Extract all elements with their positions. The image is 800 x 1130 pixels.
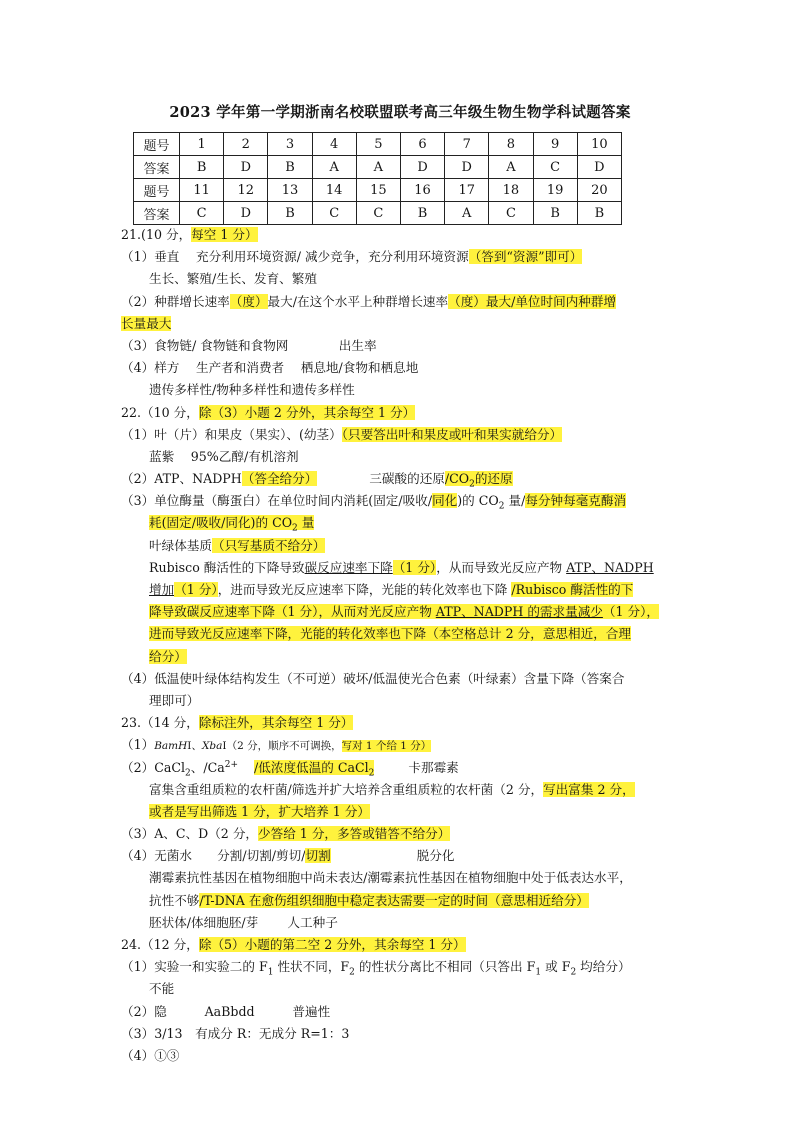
- answer-table-cell: D: [224, 156, 268, 179]
- q23-line: 潮霉素抗性基因在植物细胞中尚未表达/潮霉素抗性基因在植物细胞中处于低表达水平，: [149, 870, 632, 886]
- answer-table-cell: A: [489, 156, 533, 179]
- q23-line: （1）BamHⅠ、XbaⅠ（2 分，顺序不可调换，写对 1 个给 1 分）: [121, 737, 432, 753]
- answer-table-row: [134, 133, 622, 156]
- answer-table-row-label: 题号: [134, 133, 180, 156]
- q21-heading: 21.(10 分，每空 1 分）: [121, 227, 258, 242]
- q22-line: Rubisco 酶活性的下降导致碳反应速率下降（1 分），从而导致光反应产物 ATP、NADPH: [149, 559, 654, 575]
- answer-table: [133, 132, 622, 225]
- answer-table-cell: D: [445, 156, 489, 179]
- answer-table-cell: 20: [577, 179, 621, 202]
- q24-line: （4）①③: [121, 1047, 180, 1063]
- answer-content: [121, 224, 686, 1067]
- answer-table-cell: C: [356, 202, 400, 225]
- q21-line: 长量最大: [121, 315, 172, 331]
- q21-line: 遗传多样性/物种多样性和遗传多样性: [149, 382, 355, 398]
- q22-line: 降导致碳反应速率下降（1 分），从而对光反应产物 ATP、NADPH 的需求量减少（1 分），: [149, 604, 659, 620]
- q21-line: （3）食物链/ 食物链和食物网 出生率: [121, 337, 377, 353]
- answer-table-cell: 10: [577, 133, 621, 156]
- answer-table-row: [134, 179, 622, 202]
- q24-heading: 24.（12 分，除（5）小题的第二空 2 分外，其余每空 1 分）: [121, 937, 466, 952]
- q24-line: （2）隐 AaBbdd 普遍性: [121, 1003, 331, 1019]
- answer-table-cell: 12: [224, 179, 268, 202]
- q23-line: 抗性不够/T-DNA 在愈伤组织细胞中稳定表达需要一定的时间（意思相近给分）: [149, 892, 589, 908]
- q23-heading: 23.（14 分，除标注外，其余每空 1 分）: [121, 715, 354, 731]
- q21-line: （1）垂直 充分利用环境资源/ 减少竞争，充分利用环境资源（答到“资源”即可）: [121, 249, 583, 265]
- answer-table-cell: A: [356, 156, 400, 179]
- q22-line: （3）单位酶量（酶蛋白）在单位时间内消耗(固定/吸收/同化)的 $CO_2$ 量/每分钟每毫克酶消: [121, 493, 627, 512]
- answer-table-cell: 17: [445, 179, 489, 202]
- answer-table-cell: 8: [489, 133, 533, 156]
- q22-line: 蓝紫 95%乙醇/有机溶剂: [149, 448, 299, 464]
- answer-table-row-label: 题号: [134, 179, 180, 202]
- q22-line: 耗(固定/吸收/同化)的 $CO_2$ 量: [149, 515, 315, 534]
- q21-line: （2）种群增长速率（度）最大/在这个水平上种群增长速率（度）最大/单位时间内种群增: [121, 293, 617, 309]
- answer-table-cell: C: [312, 202, 356, 225]
- answer-table-cell: C: [489, 202, 533, 225]
- answer-table-row-label: 答案: [134, 156, 180, 179]
- q21-line: 生长、繁殖/生长、发育、繁殖: [149, 271, 317, 287]
- q22-line: （4）低温使叶绿体结构发生（不可逆）破坏/低温使光合色素（叶绿素）含量下降（答案合: [121, 670, 625, 686]
- answer-table-cell: 14: [312, 179, 356, 202]
- answer-table-cell: B: [268, 156, 312, 179]
- q23-line: 富集含重组质粒的农杆菌/筛选并扩大培养含重组质粒的农杆菌（2 分，写出富集 2 分，: [149, 781, 635, 797]
- q24-line: （1）实验一和实验二的 $F_1$ 性状不同，$F_2$ 的性状分离比不相同（只答出 $F_1$ 或 $F_2$ 均给分）: [121, 959, 631, 978]
- answer-table-cell: 16: [400, 179, 444, 202]
- q24-line: 不能: [149, 981, 175, 997]
- q22-line: 进而导致光反应速率下降，光能的转化效率也下降（本空格总计 2 分，意思相近，合理: [149, 626, 631, 642]
- q23-line: （2）CaCl$_2$、$/Ca^{2+}$ /低浓度低温的 CaCl$_2$ 卡那霉素: [121, 759, 459, 779]
- answer-table-cell: D: [577, 156, 621, 179]
- answer-table-row: [134, 202, 622, 225]
- answer-table-cell: 4: [312, 133, 356, 156]
- answer-table-cell: 5: [356, 133, 400, 156]
- answer-table-cell: C: [180, 202, 224, 225]
- answer-table-cell: 7: [445, 133, 489, 156]
- answer-table-cell: B: [268, 202, 312, 225]
- answer-table-cell: B: [180, 156, 224, 179]
- answer-table-cell: B: [577, 202, 621, 225]
- answer-table-cell: 19: [533, 179, 577, 202]
- answer-table-cell: 18: [489, 179, 533, 202]
- q23-line: 胚状体/体细胞胚/芽 人工种子: [149, 914, 338, 930]
- answer-table-cell: 1: [180, 133, 224, 156]
- answer-table-cell: A: [445, 202, 489, 225]
- answer-table-row-label: 答案: [134, 202, 180, 225]
- answer-table-cell: 2: [224, 133, 268, 156]
- answer-table-cell: 11: [180, 179, 224, 202]
- answer-table-cell: A: [312, 156, 356, 179]
- answer-table-cell: B: [533, 202, 577, 225]
- q23-line: （3）A、C、D（2 分，少答给 1 分，多答或错答不给分）: [121, 826, 451, 842]
- q23-line: （4）无菌水 分割/切割/剪切/切割 脱分化: [121, 848, 455, 864]
- q22-heading: 22.（10 分，除（3）小题 2 分外，其余每空 1 分）: [121, 404, 416, 420]
- answer-table-cell: 9: [533, 133, 577, 156]
- answer-table-cell: 13: [268, 179, 312, 202]
- answer-table-cell: D: [400, 156, 444, 179]
- q24-line: （3）3/13 有成分 R：无成分 R=1：3: [121, 1025, 350, 1041]
- answer-table-cell: C: [533, 156, 577, 179]
- answer-table-cell: 6: [400, 133, 444, 156]
- answer-table-cell: B: [400, 202, 444, 225]
- page-title: 2023 学年第一学期浙南名校联盟联考高三年级生物生物学科试题答案: [169, 104, 631, 121]
- q22-line: 增加（1 分），进而导致光反应速率下降，光能的转化效率也下降 /Rubisco 酶活性的下: [149, 582, 634, 597]
- answer-table-cell: D: [224, 202, 268, 225]
- answer-table-row: [134, 156, 622, 179]
- q21-line: （4）样方 生产者和消费者 栖息地/食物和栖息地: [121, 360, 419, 376]
- q22-line: 叶绿体基质（只写基质不给分）: [149, 537, 326, 553]
- answer-table-cell: 3: [268, 133, 312, 156]
- q22-line: 给分）: [149, 648, 187, 664]
- q23-line: 或者是写出筛选 1 分，扩大培养 1 分）: [149, 803, 370, 819]
- q22-line: （1）叶（片）和果皮（果实）、(幼茎）（只要答出叶和果皮或叶和果实就给分）: [121, 426, 563, 442]
- q22-line: （2）ATP、NADPH（答全给分） 三碳酸的还原$/CO_2$的还原: [121, 471, 513, 490]
- q22-line: 理即可）: [149, 692, 200, 708]
- answer-table-cell: 15: [356, 179, 400, 202]
